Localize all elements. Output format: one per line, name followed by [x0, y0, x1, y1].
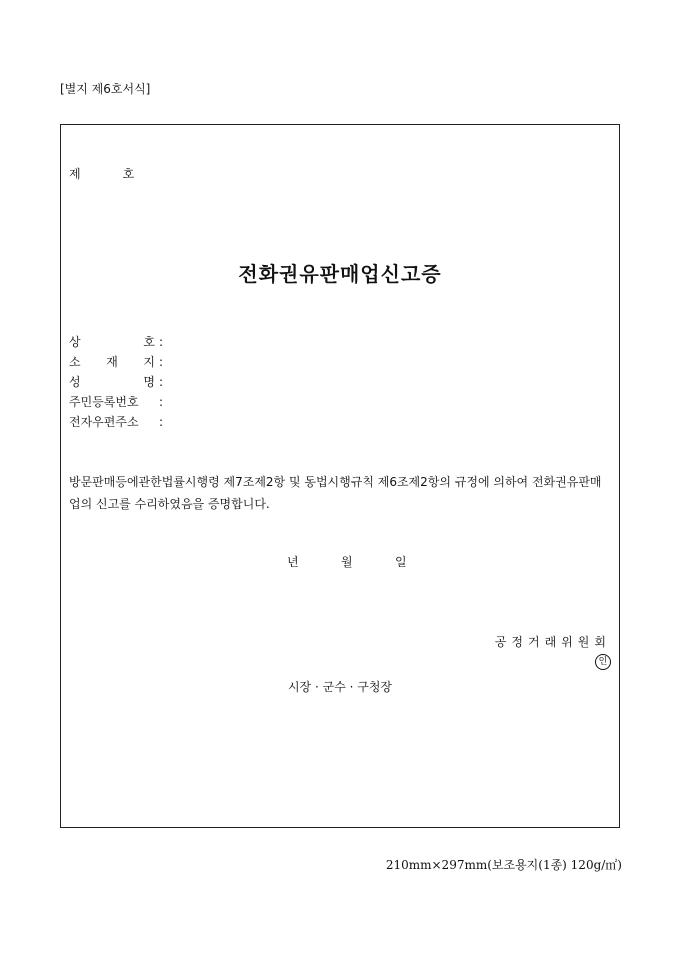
document-number-suffix: 호 — [122, 167, 135, 181]
issue-date — [287, 553, 449, 570]
field-label: 상 호 — [69, 335, 155, 349]
issuer-name: 공정거래위원회 — [494, 635, 611, 649]
field-row-resident-number — [69, 392, 163, 412]
document-number-prefix: 제 — [69, 167, 81, 181]
certificate-frame — [60, 124, 620, 828]
field-colon: : — [159, 395, 164, 409]
date-year: 년 — [287, 555, 299, 569]
field-label: 전자우편주소 — [69, 415, 139, 429]
form-number-label: [별지 제6호서식] — [60, 82, 151, 96]
issuing-officials: 시장 · 군수 · 구청장 — [287, 680, 393, 694]
field-label: 성 명 — [69, 375, 155, 389]
date-month: 월 — [341, 555, 353, 569]
date-day: 일 — [395, 555, 407, 569]
seal-mark: 인 — [595, 654, 611, 670]
field-colon: : — [159, 375, 164, 389]
certificate-title: 전화권유판매업신고증 — [238, 262, 442, 286]
field-row-name — [69, 372, 163, 392]
field-label: 주민등록번호 — [69, 395, 139, 409]
field-colon: : — [159, 355, 164, 369]
registrant-fields — [69, 332, 163, 432]
field-colon: : — [159, 415, 164, 429]
certification-statement: 방문판매등에관한법률시행령 제7조제2항 및 동법시행규칙 제6조제2항의 규정에 의하여 전화권유판매업의 신고를 수리하였음을 증명합니다. — [69, 475, 602, 511]
document-number — [69, 165, 134, 182]
field-colon: : — [159, 335, 164, 349]
field-label: 소 재 지 — [69, 355, 155, 369]
field-row-location — [69, 352, 163, 372]
field-row-email — [69, 412, 163, 432]
paper-specification: 210mm×297mm(보조용지(1종) 120g/㎡) — [385, 858, 622, 872]
field-row-business-name — [69, 332, 163, 352]
